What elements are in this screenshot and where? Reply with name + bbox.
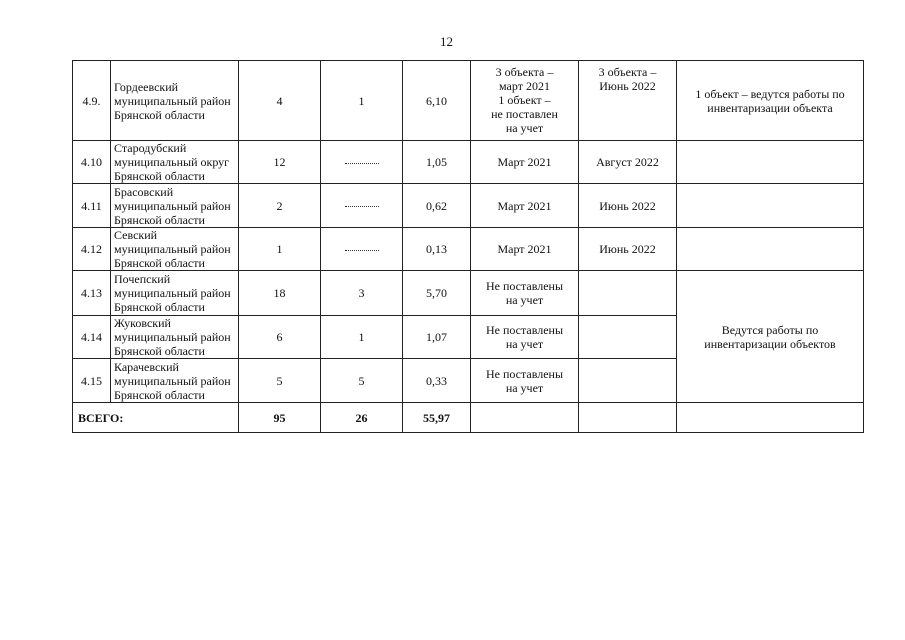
count-cell — [321, 184, 403, 228]
date-cell-line: Август 2022 — [596, 155, 659, 169]
merged-note-cell — [677, 271, 864, 403]
empty-cell — [579, 403, 677, 433]
row-number: 4.10 — [73, 141, 111, 184]
count-cell: 1 — [321, 316, 403, 359]
row-number: 4.11 — [73, 184, 111, 228]
district-name-line: Брянской области — [114, 169, 205, 183]
district-name-line: Карачевский — [114, 359, 179, 374]
district-name — [111, 141, 239, 184]
district-name-line: Брянской области — [114, 256, 205, 270]
table-row — [73, 271, 864, 316]
total-label: ВСЕГО: — [73, 403, 239, 433]
districts-table — [72, 60, 864, 433]
district-name-line: Брасовский — [114, 184, 174, 199]
registration-cell-line: 3 объекта – — [495, 65, 554, 79]
district-name-line: муниципальный район — [114, 286, 231, 300]
district-name-line: Брянской области — [114, 212, 205, 227]
district-name-line: Брянской области — [114, 344, 205, 358]
total-value: 26 — [321, 403, 403, 433]
dash-mark — [345, 206, 379, 207]
note-cell — [677, 61, 864, 141]
district-name — [111, 184, 239, 228]
district-name-line: Почепский — [114, 272, 171, 286]
total-value: 95 — [239, 403, 321, 433]
note-cell-line: инвентаризации объекта — [707, 100, 833, 115]
area-cell: 0,13 — [403, 228, 471, 271]
district-name-line: Брянской области — [114, 107, 205, 122]
registration-cell-line: Не поставлены — [485, 323, 564, 337]
registration-cell-line: Не поставлены — [485, 366, 564, 381]
page-number: 12 — [440, 34, 453, 49]
count-cell: 12 — [239, 141, 321, 184]
district-name-line: Брянской области — [114, 300, 205, 314]
district-name-line: Гордеевский — [114, 79, 179, 94]
note-cell — [677, 184, 864, 228]
registration-cell-line: на учет — [505, 380, 544, 395]
row-number: 4.15 — [73, 359, 111, 403]
registration-cell — [471, 359, 579, 403]
row-number: 4.9. — [73, 61, 111, 141]
registration-cell-line: на учет — [505, 121, 544, 135]
date-cell-line: Июнь 2022 — [599, 242, 656, 256]
registration-cell-line: Не поставлены — [485, 279, 564, 293]
district-name-line: муниципальный район — [114, 93, 231, 108]
district-name — [111, 359, 239, 403]
count-cell: 5 — [239, 359, 321, 403]
date-cell — [579, 316, 677, 359]
date-cell-line: Июнь 2022 — [599, 198, 656, 213]
district-name-line: муниципальный район — [114, 330, 231, 344]
area-cell: 5,70 — [403, 271, 471, 316]
table-body — [73, 61, 864, 433]
count-cell: 2 — [239, 184, 321, 228]
registration-cell-line: март 2021 — [499, 79, 550, 93]
district-name-line: муниципальный район — [114, 198, 231, 213]
count-cell: 5 — [321, 359, 403, 403]
district-name — [111, 316, 239, 359]
table-row — [73, 184, 864, 228]
count-cell: 1 — [321, 61, 403, 141]
date-cell — [579, 271, 677, 316]
district-name-line: муниципальный район — [114, 373, 231, 388]
count-cell: 18 — [239, 271, 321, 316]
total-value: 55,97 — [403, 403, 471, 433]
row-number: 4.12 — [73, 228, 111, 271]
count-cell — [321, 228, 403, 271]
empty-cell — [471, 403, 579, 433]
date-cell-line: Июнь 2022 — [599, 79, 656, 93]
date-cell — [579, 359, 677, 403]
count-cell — [321, 141, 403, 184]
registration-cell — [471, 184, 579, 228]
row-number: 4.13 — [73, 271, 111, 316]
district-name — [111, 228, 239, 271]
district-name — [111, 271, 239, 316]
registration-cell-line: 1 объект – — [498, 93, 551, 107]
table-row — [73, 61, 864, 141]
district-name-line: Севский — [114, 228, 158, 242]
date-cell-line: 3 объекта – — [598, 65, 657, 79]
empty-cell — [677, 403, 864, 433]
date-cell — [579, 228, 677, 271]
note-cell-line: 1 объект – ведутся работы по — [695, 86, 845, 101]
registration-cell — [471, 61, 579, 141]
note-cell — [677, 141, 864, 184]
table-row — [73, 141, 864, 184]
area-cell: 0,62 — [403, 184, 471, 228]
table-row — [73, 228, 864, 271]
area-cell: 1,05 — [403, 141, 471, 184]
registration-cell-line: на учет — [505, 337, 544, 351]
count-cell: 4 — [239, 61, 321, 141]
district-name-line: Стародубский — [114, 141, 187, 155]
count-cell: 6 — [239, 316, 321, 359]
registration-cell — [471, 271, 579, 316]
registration-cell — [471, 316, 579, 359]
dash-mark — [345, 250, 379, 251]
area-cell: 6,10 — [403, 61, 471, 141]
note-cell — [677, 228, 864, 271]
dash-mark — [345, 163, 379, 164]
area-cell: 1,07 — [403, 316, 471, 359]
district-name-line: муниципальный округ — [114, 155, 230, 169]
registration-cell-line: Март 2021 — [497, 155, 552, 169]
district-name-line: Брянской области — [114, 387, 205, 402]
registration-cell-line: не поставлен — [491, 107, 558, 121]
count-cell: 3 — [321, 271, 403, 316]
area-cell: 0,33 — [403, 359, 471, 403]
date-cell — [579, 61, 677, 141]
registration-cell-line: на учет — [505, 293, 544, 307]
merged-note-cell-line: Ведутся работы по — [721, 322, 819, 337]
registration-cell — [471, 228, 579, 271]
total-row — [73, 403, 864, 433]
district-name-line: муниципальный район — [114, 242, 231, 256]
district-name — [111, 61, 239, 141]
merged-note-cell-line: инвентаризации объектов — [704, 336, 836, 351]
date-cell — [579, 141, 677, 184]
row-number: 4.14 — [73, 316, 111, 359]
district-name-line: Жуковский — [114, 316, 171, 330]
registration-cell-line: Март 2021 — [497, 198, 552, 213]
date-cell — [579, 184, 677, 228]
count-cell: 1 — [239, 228, 321, 271]
registration-cell — [471, 141, 579, 184]
registration-cell-line: Март 2021 — [497, 242, 552, 256]
